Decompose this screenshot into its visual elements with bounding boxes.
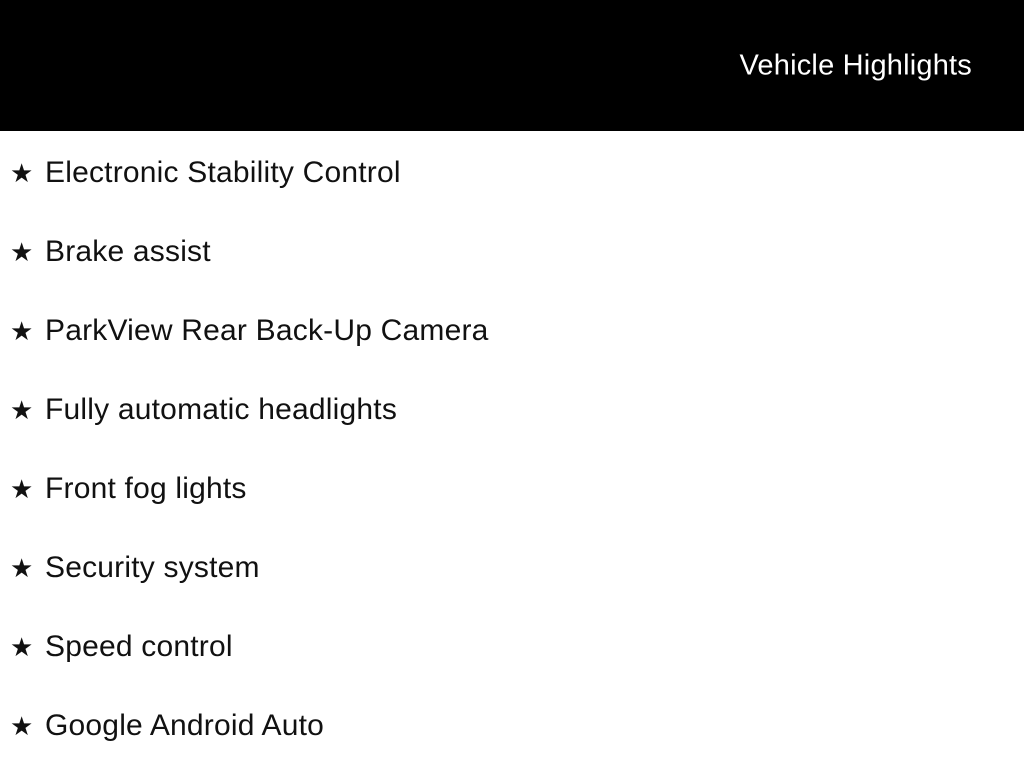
star-icon: ★	[10, 236, 34, 267]
list-item-label: Electronic Stability Control	[45, 155, 401, 189]
star-icon: ★	[10, 394, 34, 425]
star-icon: ★	[10, 710, 34, 741]
star-icon: ★	[10, 631, 34, 662]
list-item-label: Speed control	[45, 629, 233, 663]
header-bar	[0, 0, 1024, 131]
list-item	[0, 212, 1024, 291]
star-icon: ★	[10, 473, 34, 504]
list-item	[0, 686, 1024, 765]
list-item	[0, 370, 1024, 449]
highlights-list	[0, 131, 1024, 765]
list-item	[0, 449, 1024, 528]
star-icon: ★	[10, 315, 34, 346]
list-item-label: Front fog lights	[45, 471, 247, 505]
list-item	[0, 528, 1024, 607]
list-item-label: Google Android Auto	[45, 708, 325, 742]
star-icon: ★	[10, 552, 34, 583]
list-item-label: Security system	[45, 550, 260, 584]
list-item-label: Brake assist	[45, 234, 211, 268]
list-item	[0, 291, 1024, 370]
star-icon: ★	[10, 157, 34, 188]
list-item	[0, 133, 1024, 212]
list-item	[0, 607, 1024, 686]
page-title: Vehicle Highlights	[739, 49, 972, 81]
list-item-label: Fully automatic headlights	[45, 392, 398, 426]
list-item-label: ParkView Rear Back-Up Camera	[45, 313, 489, 347]
